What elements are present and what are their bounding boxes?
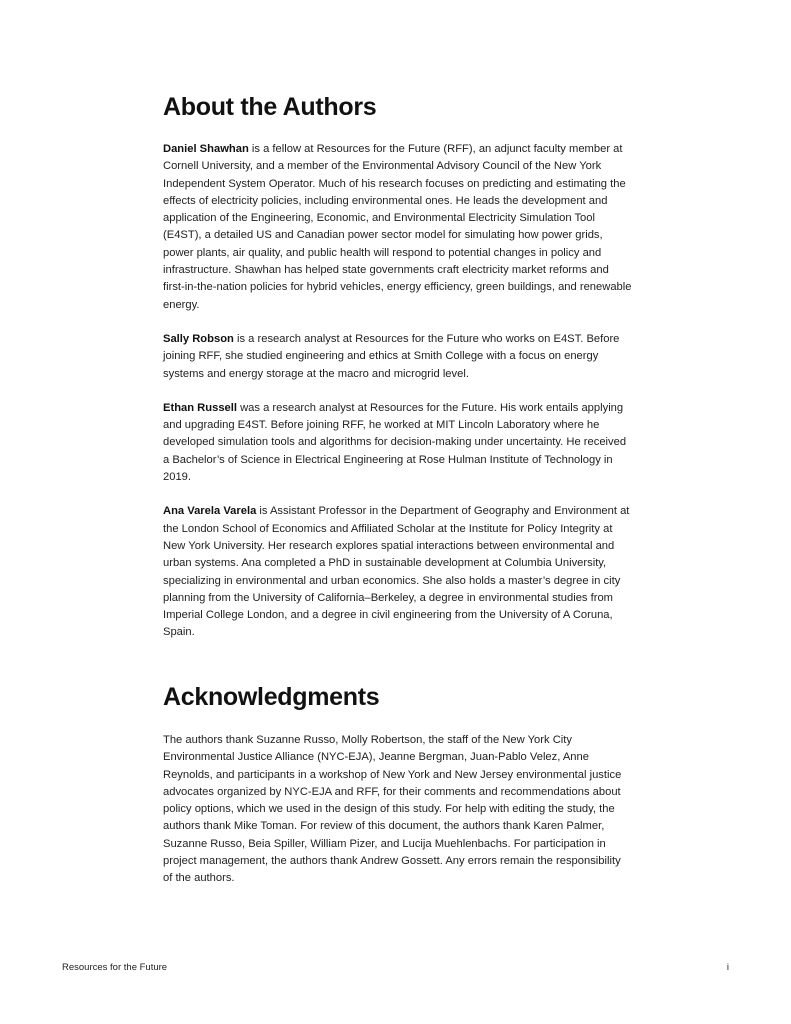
author-bio xyxy=(163,141,633,314)
author-name: Daniel Shawhan xyxy=(163,143,249,155)
author-name: Ethan Russell xyxy=(163,401,237,414)
acknowledgments-section xyxy=(163,680,633,888)
author-name: Sally Robson xyxy=(163,332,234,345)
acknowledgments-heading: Acknowledgments xyxy=(163,683,380,711)
author-bio xyxy=(163,400,633,486)
author-bio xyxy=(163,503,633,641)
author-bio-text: is a fellow at Resources for the Future (RFF), an adjunct faculty member at Cornell University, and a member of the Environmental Advisory Council of the New York Independent System Operator. Much of his research focuses on predicting and estimating the effects of electricity policies, including environmental ones. He leads the development and application of the Engineering, Economic, and Environmental Electricity Simulation Tool (E4ST), a detailed US and Canadian power sector model for simulating how power grids, power plants, air quality, and public health will respond to potential changes in policy and infrastructure. Shawhan has helped state governments craft electricity market reforms and first-in-the-nation policies for hybrid vehicles, energy efficiency, green buildings, and renewable energy. xyxy=(163,143,632,311)
footer-page-number: i xyxy=(726,962,729,973)
about-authors-heading: About the Authors xyxy=(163,93,377,121)
about-authors-section xyxy=(163,90,633,659)
author-name: Ana Varela Varela xyxy=(163,505,257,518)
author-bio xyxy=(163,331,633,383)
footer-publisher: Resources for the Future xyxy=(62,962,168,973)
author-bio-text: is a research analyst at Resources for the Future who works on E4ST. Before joining RFF, she studied engineering and ethics at Smith College with a focus on energy systems and energy storage at the macro and microgrid level. xyxy=(163,332,620,380)
acknowledgments-text: The authors thank Suzanne Russo, Molly Robertson, the staff of the New York City Environmental Justice Alliance (NYC-EJA), Jeanne Bergman, Juan-Pablo Velez, Anne Reynolds, and participants in a workshop of New York and New Jersey environmental justice advocates organized by NYC-EJA and RFF, for their comments and recommendations about policy options, which we used in the design of this study. For help with editing the study, the authors thank Mike Toman. For review of this document, the authors thank Karen Palmer, Suzanne Russo, Beia Spiller, William Pizer, and Lucija Muehlenbachs. For participation in project management, the authors thank Andrew Gossett. Any errors remain the responsibility of the authors. xyxy=(163,734,622,885)
author-bio-text: was a research analyst at Resources for the Future. His work entails applying and upgrading E4ST. Before joining RFF, he worked at MIT Lincoln Laboratory where he developed simulation tools and algorithms for decision-making under uncertainty. He received a Bachelor’s of Science in Electrical Engineering at Rose Hulman Institute of Technology in 2019. xyxy=(163,401,627,484)
author-bio-text: is Assistant Professor in the Department of Geography and Environment at the London School of Economics and Affiliated Scholar at the Institute for Policy Integrity at New York University. Her research explores spatial interactions between environmental and urban systems. Ana completed a PhD in sustainable development at Columbia University, specializing in environmental and urban economics. She also holds a master’s degree in city planning from the University of California–Berkeley, a degree in environmental studies from Imperial College London, and a degree in civil engineering from the University of A Coruna, Spain. xyxy=(163,505,630,639)
